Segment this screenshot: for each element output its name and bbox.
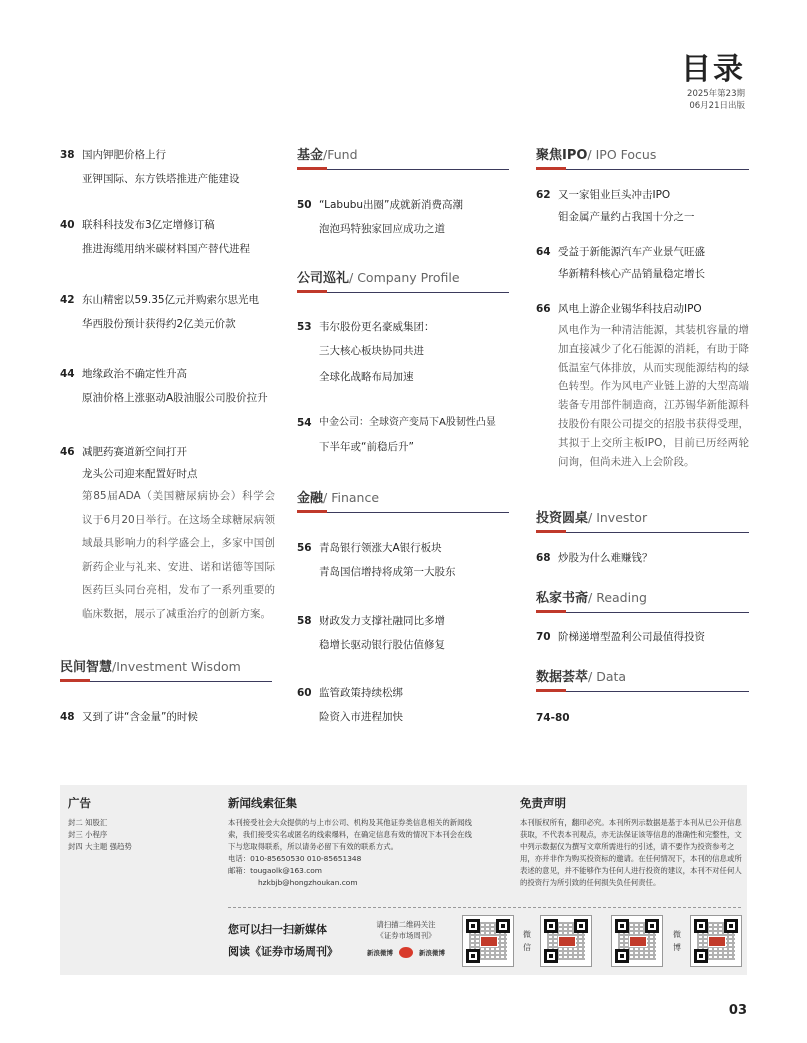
section-subtitle: / Reading [588,590,647,605]
entry-subtitle: 泡泡玛特独家回应成功之道 [319,223,445,235]
entry-title: 联科科技发布3亿定增修订稿 [82,219,215,231]
toc-entry[interactable] [60,289,275,355]
toc-entry[interactable] [60,214,275,284]
section-accent [297,510,327,513]
section-rule [297,512,509,514]
entry-summary: 风电作为一种清洁能源，其装机容量的增加直接减少了化石能源的消耗，有助于降低温室气体排放，从而实现能源结构的绿色转型。作为风电产业链上游的大型高端装备专用部件制造商，江苏锡华新能源科技股份有限公司提交的招股书获得受理，其拟于上交所主板IPO，目前已历经两轮问询，但尚未进入上会阶段。 [558,324,749,468]
page-number-ref: 44 [60,368,75,380]
qr-code-icon[interactable] [690,915,742,967]
entry-title: 减肥药赛道新空间打开 [82,446,187,458]
page-number-ref: 46 [60,446,75,458]
toc-entry[interactable] [60,441,275,627]
ad-line: 封四 大主题 强趋势 [68,842,132,851]
toc-entry[interactable] [60,144,275,210]
page-number-ref: 54 [297,417,312,429]
entry-title: 地缘政治不确定性升高 [82,368,187,380]
weibo-icon [399,947,413,958]
section-title: 基金 [297,148,324,163]
section-subtitle: /Investment Wisdom [112,659,241,674]
entry-title: 风电上游企业锡华科技启动IPO [558,303,702,315]
news-email[interactable]: hzkbjb@hongzhoukan.com [258,878,358,887]
news-tips-block [228,795,478,889]
section-rule [297,169,509,171]
entry-subtitle: 推进海缆用纳米碳材料国产替代进程 [82,243,250,255]
page-number-ref: 58 [297,615,312,627]
disclaimer-text: 本刊版权所有，翻印必究。本刊所列示数据是基于本刊从已公开信息获取，不代表本刊观点，亦无法保证该等信息的准确性和完整性，文中列示数据仅为撰写文章所需进行的引述，请不要作为投资参考之用，亦并非作为购买投资标的邀请。在任何情况下，本刊的信息或所表述的意见，并不能够作为任何人进行投资的建议，本刊不对任何人的投资行为所引致的任何损失负任何责任。 [520,818,742,887]
section-header-reading [536,587,749,613]
section-header-wisdom [60,656,272,682]
page-number-ref: 68 [536,552,551,564]
section-header-finance [297,487,509,513]
page-number-ref: 50 [297,199,312,211]
section-subtitle: / Company Profile [349,270,460,285]
follow-promo [360,919,452,958]
page-number-ref: 42 [60,294,75,306]
entry-subtitle: 险资入市进程加快 [319,711,403,723]
sina-weibo-logo-text: 新浪微博 [419,949,445,957]
entry-title: 监管政策持续松绑 [319,687,403,699]
entry-subtitle: 亚钾国际、东方铁塔推进产能建设 [82,173,240,185]
entry-summary: 第85届ADA（美国糖尿病协会）科学会议于6月20日举行。在这场全球糖尿病领域最具影响力的科学盛会上，多家中国创新药企业与礼来、安进、诺和诺德等国际医药巨头同台亮相，发布了一系列重要的临床数据，展示了减重治疗的创新方案。 [82,490,275,620]
page-number-ref: 40 [60,219,75,231]
ad-line: 封二 知股汇 [68,818,108,827]
info-box [60,785,747,975]
entry-subtitle: 华新精科核心产品销量稳定增长 [558,268,705,280]
entry-subtitle: 稳增长驱动银行股估值修复 [319,639,445,651]
toc-entry[interactable] [297,412,509,460]
section-title: 聚焦IPO [536,148,588,163]
toc-entry[interactable] [60,706,275,728]
entry-title: 韦尔股份更名豪威集团： [319,321,435,333]
scan-line: 您可以扫一扫新媒体 [228,923,327,936]
follow-line: 请扫描二维码关注 [376,920,436,929]
section-subtitle: / Finance [323,490,380,505]
section-title: 民间智慧 [60,660,113,675]
section-title: 公司巡礼 [297,271,350,286]
entry-subtitle: 龙头公司迎来配置好时点 [82,468,198,480]
masthead [681,52,745,112]
toc-entry[interactable] [297,316,509,390]
entry-title: 阶梯递增型盈利公司最值得投资 [558,631,705,643]
scan-promo [228,919,338,963]
toc-entry[interactable] [536,298,749,471]
section-accent [536,167,566,170]
sina-weibo-label: 新浪微博 [367,949,393,957]
entry-title: 东山精密以59.35亿元并购索尔思光电 [82,294,260,306]
entry-title: “Labubu出圈”成就新消费高潮 [319,199,463,211]
section-accent [536,689,566,692]
news-text: 本刊接受社会大众提供的与上市公司、机构及其他证券类信息相关的新闻线索，我们接受实名或匿名的线索爆料，在确定信息有效的情况下本刊会在线下与您取得联系，所以请务必留下有效的联系方式。 [228,818,472,851]
section-title: 金融 [297,491,324,506]
entry-subtitle: 三大核心板块协同共进 [319,345,424,357]
weibo-label: 微博 [673,930,681,952]
page-number-ref: 48 [60,711,75,723]
section-rule [60,681,272,683]
ad-line: 封三 小程序 [68,830,108,839]
toc-entry[interactable] [536,706,749,729]
entry-subtitle: 华西股份预计获得约2亿美元价款 [82,318,236,330]
toc-entry[interactable] [297,682,509,730]
page-number-ref: 64 [536,246,551,258]
ad-heading: 广告 [68,796,91,810]
toc-entry[interactable] [297,610,509,658]
section-accent [60,679,90,682]
section-subtitle: / Data [588,669,627,684]
entry-title: 中金公司：全球资产变局下A股韧性凸显 [319,417,496,428]
page-number-ref: 38 [60,149,75,161]
page-number-ref: 74-80 [536,712,570,724]
section-rule [297,292,509,294]
page-number: 03 [728,1003,747,1018]
section-title: 投资圆桌 [536,511,589,526]
publish-date: 06月21日出版 [689,101,745,111]
section-subtitle: /Fund [323,147,358,162]
brand-logos [360,947,452,958]
entry-title: 国内钾肥价格上行 [82,149,166,161]
qr-code-icon[interactable] [611,915,663,967]
section-header-fund [297,144,509,170]
news-phone: 电话：010-85650530 010-85651348 [228,854,362,863]
news-heading: 新闻线索征集 [228,796,297,810]
page-number-ref: 70 [536,631,551,643]
page-number-ref: 62 [536,189,551,201]
entry-title: 青岛银行领涨大A银行板块 [319,542,442,554]
toc-column-1 [60,144,275,723]
section-title: 私家书斋 [536,591,589,606]
entry-subtitle: 下半年或“前稳后升” [319,441,414,453]
qr-code-icon[interactable] [462,915,514,967]
page-number-ref: 56 [297,542,312,554]
entry-subtitle: 原油价格上涨驱动A股油服公司股价拉升 [82,392,268,404]
toc-entry[interactable] [297,194,509,242]
toc-entry[interactable] [536,626,749,648]
follow-line: 《证券市场周刊》 [376,931,436,940]
section-rule [536,691,749,693]
entry-title: 又一家钼业巨头冲击IPO [558,189,671,201]
page-number-ref: 60 [297,687,312,699]
entry-title: 炒股为什么难赚钱？ [558,552,653,564]
disclaimer-block [520,795,742,889]
section-header-ipo [536,144,749,170]
toc-entry[interactable] [60,363,275,433]
news-email[interactable]: 邮箱：tougaolk@163.com [228,866,322,875]
section-accent [536,530,566,533]
section-rule [536,532,749,534]
qr-code-icon[interactable] [540,915,592,967]
section-accent [297,290,327,293]
page-number-ref: 53 [297,321,312,333]
disclaimer-heading: 免责声明 [520,796,566,810]
page-number-ref: 66 [536,303,551,315]
toc-entry[interactable] [536,184,749,228]
issue-number: 2025年第23期 [687,89,745,99]
entry-title: 受益于新能源汽车产业景气旺盛 [558,246,705,258]
entry-title: 财政发力支撑社融同比多增 [319,615,445,627]
scan-line: 阅读《证券市场周刊》 [228,945,338,958]
divider [228,907,741,908]
section-header-data [536,666,749,692]
section-title: 数据荟萃 [536,670,589,685]
section-rule [536,612,749,614]
toc-entry[interactable] [297,537,509,585]
section-accent [297,167,327,170]
section-accent [536,610,566,613]
toc-entry[interactable] [536,547,749,569]
toc-entry[interactable] [536,241,749,285]
section-subtitle: / IPO Focus [587,147,657,162]
page-title: 目录 [681,52,745,87]
entry-subtitle: 青岛国信增持将成第一大股东 [319,566,456,578]
section-rule [536,169,749,171]
entry-subtitle: 钼金属产量约占我国十分之一 [558,211,695,223]
section-header-investor [536,507,749,533]
section-subtitle: / Investor [588,510,648,525]
wechat-label: 微信 [523,930,531,952]
entry-subtitle: 全球化战略布局加速 [319,371,414,383]
section-header-company [297,267,509,293]
advertising-block [68,795,218,853]
entry-title: 又到了讲“含金量”的时候 [82,711,198,723]
